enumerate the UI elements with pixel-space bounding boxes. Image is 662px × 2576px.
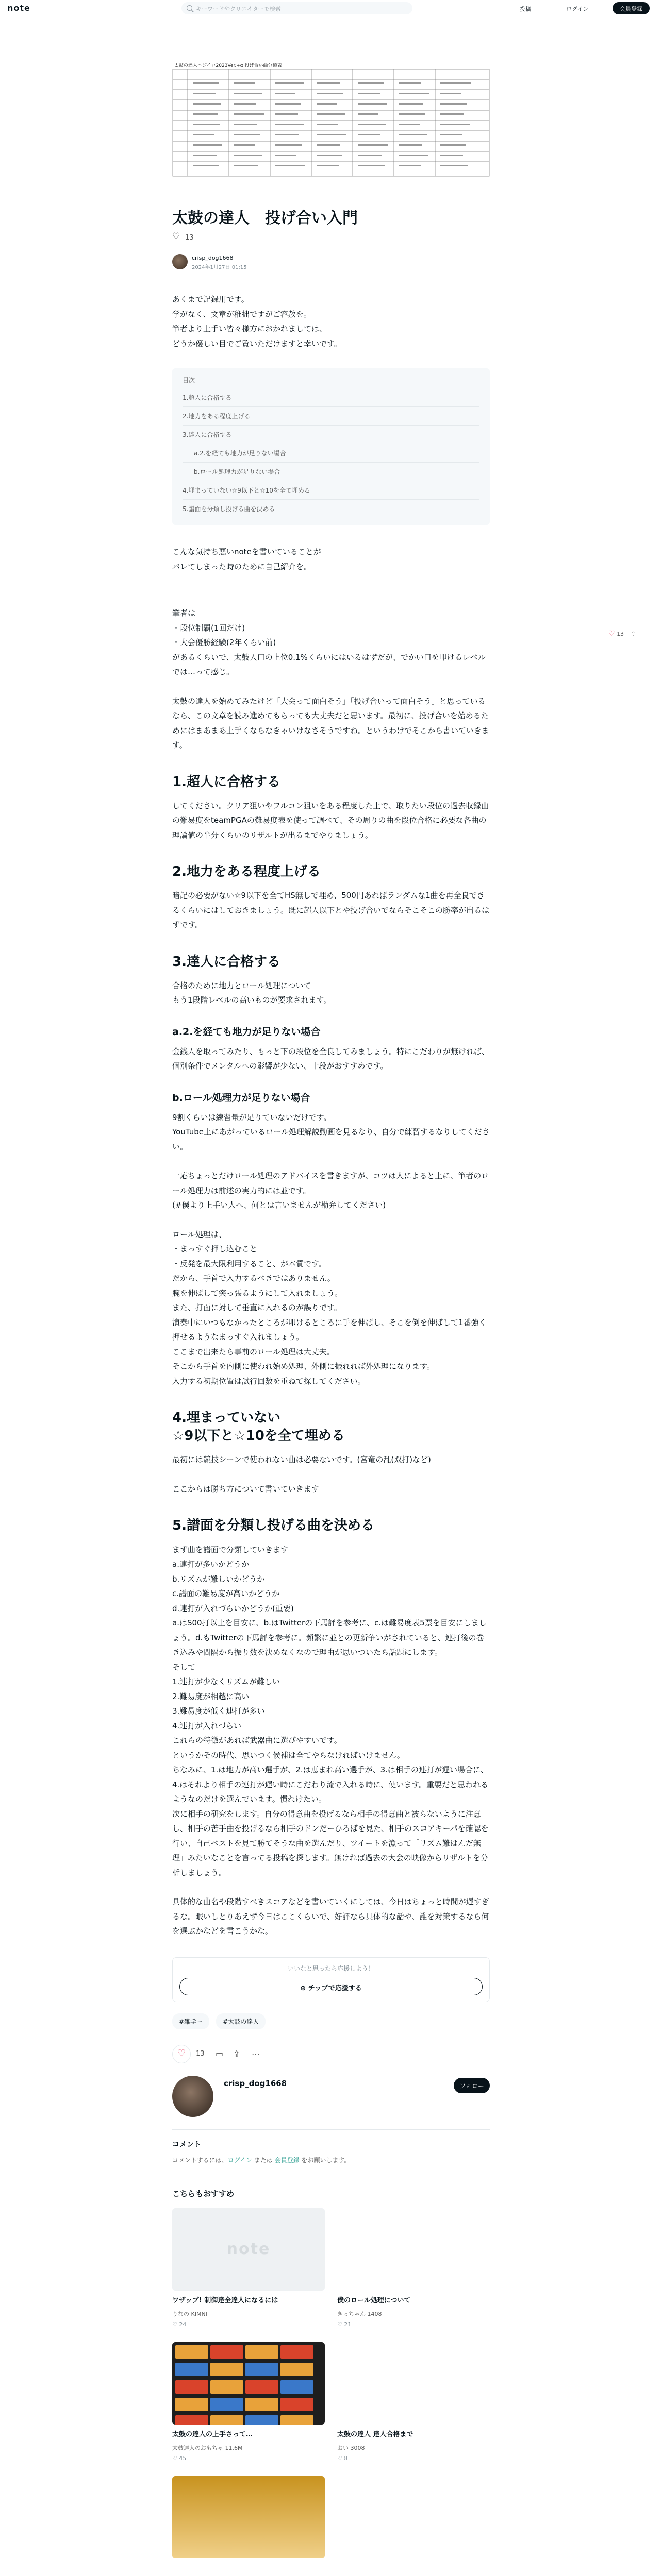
tip-button-label: チップで応援する — [308, 1984, 362, 1992]
recommend-title[interactable]: 太鼓の達人 達人合格まで — [337, 2430, 413, 2438]
recommend-thumbnail — [172, 2342, 325, 2425]
comment-note — [172, 2156, 490, 2164]
paragraph-line: ・段位制覇(1回だけ) — [172, 623, 245, 633]
search-placeholder: キーワードやクリエイターで検索 — [196, 6, 281, 12]
toc-item[interactable]: 3.達人に合格する — [183, 426, 479, 444]
paragraph-line: ここまで出来たら事前のロール処理は大丈夫。 — [172, 1347, 335, 1357]
hashtag[interactable]: #太鼓の達人 — [216, 2013, 266, 2029]
recommend-likes: ♡ 24 — [172, 2321, 187, 2328]
section-heading: 5.譜面を分類し投げる曲を決める — [172, 1518, 374, 1534]
recommend-title[interactable]: ワザップ! 制御達全達人になるには — [172, 2296, 278, 2304]
like-summary[interactable] — [172, 233, 490, 244]
hashtag-list — [172, 2013, 490, 2029]
paragraph-line: もう1段階レベルの高いものが要求されます。 — [172, 995, 332, 1005]
search-input[interactable] — [181, 2, 412, 14]
paragraph-line: そして — [172, 1662, 196, 1672]
paragraph-line: ・大会優勝経験(2年くらい前) — [172, 638, 276, 647]
paragraph-line: d.連打が入れづらいかどうか(重要) — [172, 1603, 294, 1613]
paragraph-line: ロール処理は、 — [172, 1229, 226, 1239]
login-link[interactable]: ログイン — [566, 6, 589, 12]
recommend-likes: ♡ 45 — [172, 2455, 187, 2462]
paragraph-line: ここからは勝ち方について書いていきます — [172, 1484, 319, 1494]
paragraph-line: 一応ちょっとだけロール処理のアドバイスを書きますが、コツは人によると上に、筆者のロール処理力は前述の実力的には並です。 — [172, 1171, 489, 1195]
support-box — [172, 1957, 490, 2002]
paragraph-line: というかその時代、思いつく候補は全てやらなければいけません。 — [172, 1750, 405, 1760]
floating-like-count: 13 — [617, 631, 624, 637]
recommend-heading: こちらもおすすめ — [172, 2189, 235, 2198]
post-link[interactable]: 投稿 — [520, 6, 531, 12]
divider — [172, 2129, 490, 2130]
recommend-author[interactable]: 太鼓達人のおもちゃ 11.6M — [172, 2445, 243, 2452]
avatar[interactable] — [172, 2076, 213, 2117]
intro-line: 学がなく、文章が稚拙ですがご容赦を。 — [172, 309, 311, 319]
self-intro — [172, 606, 490, 680]
hero-caption: 太鼓の達人ニジイロ2023Ver.+α 投げ合い曲分類表 — [174, 63, 282, 69]
paragraph-line: また、打面に対して垂直に入れるのが誤りです。 — [172, 1303, 342, 1313]
recommend-thumbnail — [172, 2476, 325, 2558]
intro-paragraph — [172, 292, 490, 351]
paragraph-line: バレてしまった時のために自己紹介を。 — [172, 562, 312, 571]
author-profile — [172, 2076, 490, 2120]
section-heading: 3.達人に合格する — [172, 954, 280, 970]
paragraph-line: 腕を伸ばして突っ張るようにして入れましょう。 — [172, 1288, 343, 1298]
paragraph-line: (#僕より上手い人へ、何とは言いませんが勘弁してください) — [172, 1200, 386, 1210]
comment-heading: コメント — [172, 2140, 201, 2149]
comment-signup-link[interactable]: 会員登録 — [274, 2156, 300, 2164]
comment-login-link[interactable]: ログイン — [227, 2156, 253, 2164]
comment-icon[interactable]: ▭ — [216, 2048, 224, 2059]
share-icon[interactable]: ⇪ — [631, 631, 636, 637]
top-header — [0, 0, 662, 16]
author-info — [172, 253, 490, 272]
paragraph-line: 1.連打が少なくリズムが難しい — [172, 1677, 280, 1687]
profile-name[interactable]: crisp_dog1668 — [224, 2078, 287, 2088]
paragraph-line: こんな気持ち悪いnoteを書いていることが — [172, 547, 321, 556]
recommend-thumbnail: note — [172, 2208, 325, 2291]
paragraph-line: これらの特徴があれば武器曲に選びやすいです。 — [172, 1736, 342, 1745]
recommend-grid — [172, 2208, 490, 2576]
hero-image — [172, 21, 490, 196]
signup-button[interactable]: 会員登録 — [613, 2, 650, 14]
toc-heading[interactable]: 目次 — [183, 377, 195, 384]
author-name[interactable]: crisp_dog1668 — [192, 255, 234, 261]
note-logo[interactable]: note — [7, 3, 30, 13]
paragraph-line: ・まっすぐ押し込むこと — [172, 1244, 258, 1254]
paragraph: 暗記の必要がない☆9以下を全てHS無しで埋め、500円あればランダムな1曲を再全良できるくらいにはしておきましょう。既に超人以下とや投げ合いでならそこそこの勝率が出るはずです。 — [172, 891, 490, 930]
recommend-likes: ♡ 8 — [337, 2455, 348, 2462]
recommend-likes: ♡ 21 — [337, 2321, 352, 2328]
recommend-title[interactable]: 太鼓の達人の上手さって… — [172, 2430, 253, 2438]
intro-line: あくまで記録用です。 — [172, 295, 249, 304]
paragraph-line: a.連打が多いかどうか — [172, 1560, 249, 1569]
self-intro-lead — [172, 545, 490, 574]
tip-button[interactable] — [179, 1978, 483, 1995]
hashtag[interactable]: #雑学ー — [172, 2013, 209, 2029]
comment-note-text: または — [252, 2156, 275, 2164]
paragraph: 金銭人を取ってみたり、もっと下の段位を全良してみましょう。特にこだわりが無ければ、個別条件でメンタルへの影響が少ない、十段がおすすめです。 — [172, 1046, 490, 1071]
subsection-heading: b.ロール処理力が足りない場合 — [172, 1092, 310, 1104]
paragraph-line: 2.難易度が相越に高い — [172, 1691, 250, 1701]
paragraph-line: 3.難易度が低く連打が多い — [172, 1706, 265, 1716]
paragraph-line: まず曲を譜面で分類していきます — [172, 1545, 289, 1554]
paragraph-line: 筆者は — [172, 608, 196, 618]
paragraph-line: ・反発を最大限利用すること、が本質です。 — [172, 1259, 326, 1268]
toc-item[interactable]: 2.地力をある程度上げる — [183, 407, 479, 426]
paragraph-line: c.譜面の難易度が高いかどうか — [172, 1589, 280, 1599]
toc-item[interactable]: 4.埋まっていない☆9以下と☆10を全て埋める — [183, 481, 479, 500]
recommend-author[interactable]: りなの KIMNI — [172, 2311, 207, 2318]
recommend-card[interactable] — [172, 2342, 325, 2462]
paragraph-line: 具体的な曲名や段階すべきスコアなどを書いていくにしては、今日はちょっと時間が遅すぎるな。眠いしとりあえず今日はここくらいで、好評なら具体的な話や、誰を対策するなら何を選ぶかなどを書こうかな。 — [172, 1897, 489, 1936]
paragraph-line: YouTube上にあがっているロール処理解説動画を見るなり、自分で練習するなりしてください。 — [172, 1127, 490, 1151]
support-note: いいなと思ったら応援しよう！ — [287, 1964, 374, 1972]
recommend-author[interactable]: きっちゃん 1408 — [337, 2311, 382, 2318]
section-heading: 2.地力をある程度上げる — [172, 864, 321, 880]
paragraph-line: 合格のために地力とロール処理について — [172, 980, 311, 990]
publish-date: 2024年1月27日 01:15 — [192, 265, 247, 270]
classification-table-image — [172, 59, 490, 177]
toc-item[interactable]: 5.譜面を分類し投げる曲を決める — [183, 505, 275, 513]
heart-icon[interactable]: ♡ — [608, 630, 615, 638]
toc-item[interactable]: 1.超人に合格する — [183, 388, 479, 407]
article — [172, 21, 490, 2576]
recommend-card[interactable] — [172, 2476, 325, 2558]
intro-line: どうか優しい目でご覧いただけますと幸いです。 — [172, 338, 342, 348]
subsection-heading: a.2.を経ても地力が足りない場合 — [172, 1026, 321, 1038]
recommend-card[interactable] — [337, 2342, 490, 2462]
tip-icon: ⊕ — [300, 1984, 308, 1992]
avatar[interactable] — [172, 254, 188, 269]
table-of-contents — [172, 368, 490, 525]
heart-icon[interactable] — [172, 233, 180, 241]
like-count: 13 — [185, 234, 194, 242]
more-icon[interactable]: ⋯ — [252, 2048, 260, 2059]
paragraph-line: があるくらいで、太鼓人口の上位0.1%くらいにはいるはずだが、でかい口を叩けるレベルでは…って感じ。 — [172, 652, 486, 676]
share-icon[interactable]: ⇪ — [233, 2048, 240, 2059]
paragraph: してください。クリア狙いやフルコン狙いをある程度した上で、取りたい段位の過去収録曲の難易度をteamPGAの難易度表を使って調べて、その周りの曲を段位合格に必要な各曲の理論値の半分くらいのリザルトが出るまでやりましょう。 — [172, 801, 489, 840]
recommend-author[interactable]: おい 3008 — [337, 2445, 365, 2452]
paragraph-line: 演奏中にいつもなかったところが叩けるところに手を伸ばし、そこを倒を伸ばして1番強く押せるようなまっすぐ入れましょう。 — [172, 1317, 487, 1342]
paragraph-line: 最初には競技シーンで使われない曲は必要ないです。(宮竜の乱(双打)など) — [172, 1455, 431, 1465]
recommend-title[interactable]: 僕のロール処理について — [337, 2296, 411, 2304]
section-heading: 4.埋まっていない ☆9以下と☆10を全て埋める — [172, 1410, 345, 1444]
search-icon — [187, 5, 192, 11]
like-count: 13 — [196, 2049, 205, 2058]
recommend-card[interactable] — [172, 2208, 325, 2328]
comment-note-text: コメントするには、 — [172, 2156, 228, 2164]
paragraph: 太鼓の達人を始めてみたけど「大会って面白そう」「投げ合いって面白そう」と思っているなら、この文章を読み進めてもらっても大丈夫だと思います。最初に、投げ合いを始めるためにはまあまあ上手くならなきゃいけなさそうですね。というわけでそこから書いていきます。 — [172, 696, 490, 750]
action-bar — [172, 2043, 490, 2065]
recommend-thumbnail — [337, 2208, 490, 2291]
recommend-card[interactable] — [337, 2208, 490, 2328]
paragraph-line: だから、手首で入力するべきではありません。 — [172, 1274, 335, 1283]
toc-item[interactable]: a.2.を経ても地力が足りない場合 — [183, 444, 479, 463]
paragraph-line: ちなみに、1.は地力が高い選手が、2.は恵まれ高い選手が、3.は相手の連打が遅い場合に、4.はそれより相手の連打が遅い時にこだわり流で入れる時に、使います。重要だと思われるようなのだけを選んでいます。慣れけたい。 — [172, 1765, 489, 1804]
recommend-thumbnail — [337, 2342, 490, 2425]
paragraph-line: 入力する初期位置は試行回数を重ねて探してください。 — [172, 1376, 366, 1386]
article-title: 太鼓の達人 投げ合い入門 — [172, 209, 358, 227]
intro-line: 筆者より上手い皆々様方におかれましては、 — [172, 324, 327, 333]
paragraph-line: そこから手首を内側に使われ始め処理、外側に振れれば外処理になります。 — [172, 1362, 435, 1371]
paragraph-line: 9割くらいは練習量が足りていないだけです。 — [172, 1112, 332, 1122]
paragraph-line: 次に相手の研究をします。自分の得意曲を投げるなら相手の得意曲と被らないように注意し、相手の苦手曲を投げるなら相手のドンだーひろばを見た、相手のスコアキーパを確認を行い、自己ベストを見て勝てそうな曲を選んだり、ツイートを漁って「リズム難はんだ無理」みたいなことを言ってる投稿を探します。無ければ過去の大会の映像からリザルトを分析しましょう。 — [172, 1809, 489, 1877]
paragraph-line: a.はS00打以上を目安に、b.はTwitterの下馬評を参考に、c.は難易度表5票を目安にしましょう。d.もTwitterの下馬評を参考に。頻繁に並との更新争いがされていると、連打後の巻き込みや間隔から振り数を決めなくなので理由が思いついたら話題にします。 — [172, 1618, 487, 1657]
paragraph-line: 4.連打が入れづらい — [172, 1721, 242, 1731]
floating-like-bar[interactable] — [608, 630, 650, 640]
toc-item[interactable]: b.ロール処理力が足りない場合 — [183, 463, 479, 481]
like-button[interactable]: ♡ — [172, 2045, 191, 2063]
comment-note-text: をお願いします。 — [299, 2156, 351, 2164]
paragraph-line: b.リズムが難しいかどうか — [172, 1574, 264, 1584]
section-heading: 1.超人に合格する — [172, 774, 280, 790]
follow-button[interactable]: フォロー — [454, 2078, 490, 2093]
